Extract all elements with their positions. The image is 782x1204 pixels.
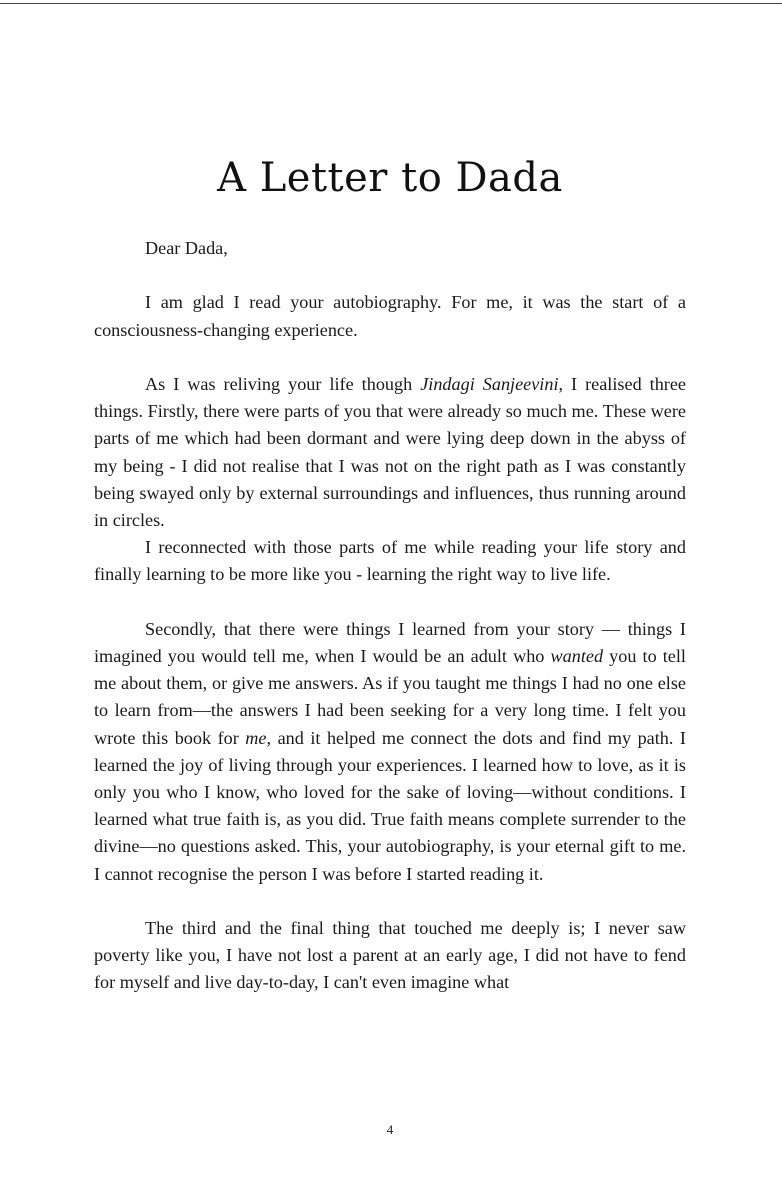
paragraph-text: , I realised three things. Firstly, there were parts of you that were already so much me. These were parts of me which had been dormant and were lying deep down in the abyss of my being - I did not realise that I was not on the right path as I was constantly being swayed only by external surroundings and influences, thus running around in circles. bbox=[94, 373, 687, 530]
paragraph-4 bbox=[94, 616, 686, 888]
paragraph-text: The third and the final thing that touched me deeply is; I never saw poverty like you, I have not lost a parent at an early age, I did not have to fend for myself and live day-to-day, I can't even imagine what bbox=[94, 918, 686, 993]
paragraph-text: I am glad I read your autobiography. For me, it was the start of a consciousness-changing experience. bbox=[94, 292, 686, 340]
chapter-title: A Letter to Dada bbox=[217, 154, 563, 201]
paragraph-text: Secondly, that there were things I learned from your story — things I imagined you would tell me, when I would be an adult who bbox=[94, 618, 686, 666]
paragraph-text: , and it helped me connect the dots and find my path. I learned the joy of living through your experiences. I learned how to love, as it is only you who I know, who loved for the sake of loving—without conditions. I learned what true faith is, as you did. True faith means complete surrender to the divine—no questions asked. This, your autobiography, is your eternal gift to me. I cannot recognise the person I was before I started reading it. bbox=[94, 727, 686, 884]
paragraph-1 bbox=[94, 289, 686, 343]
paragraph-3 bbox=[94, 534, 686, 588]
emphasis-italic: me bbox=[245, 727, 267, 748]
paragraph-text: As I was reliving your life though bbox=[145, 373, 421, 394]
book-title-italic: Jindagi Sanjeevini bbox=[420, 373, 559, 394]
paragraph-text: I reconnected with those parts of me while reading your life story and finally learning to be more like you - learning the right way to live life. bbox=[94, 537, 686, 585]
paragraph-text: you to tell me about them, or give me answers. As if you taught me things I had no one else to learn from—the answers I had been seeking for a very long time. I felt you wrote this book for bbox=[94, 646, 686, 748]
salutation: Dear Dada, bbox=[145, 238, 228, 258]
paragraph-2 bbox=[94, 371, 686, 534]
paragraph-5 bbox=[94, 915, 686, 997]
emphasis-italic: wanted bbox=[550, 646, 604, 666]
top-border-line bbox=[0, 3, 782, 4]
page-number: 4 bbox=[386, 1122, 394, 1137]
letter-body bbox=[94, 235, 686, 997]
